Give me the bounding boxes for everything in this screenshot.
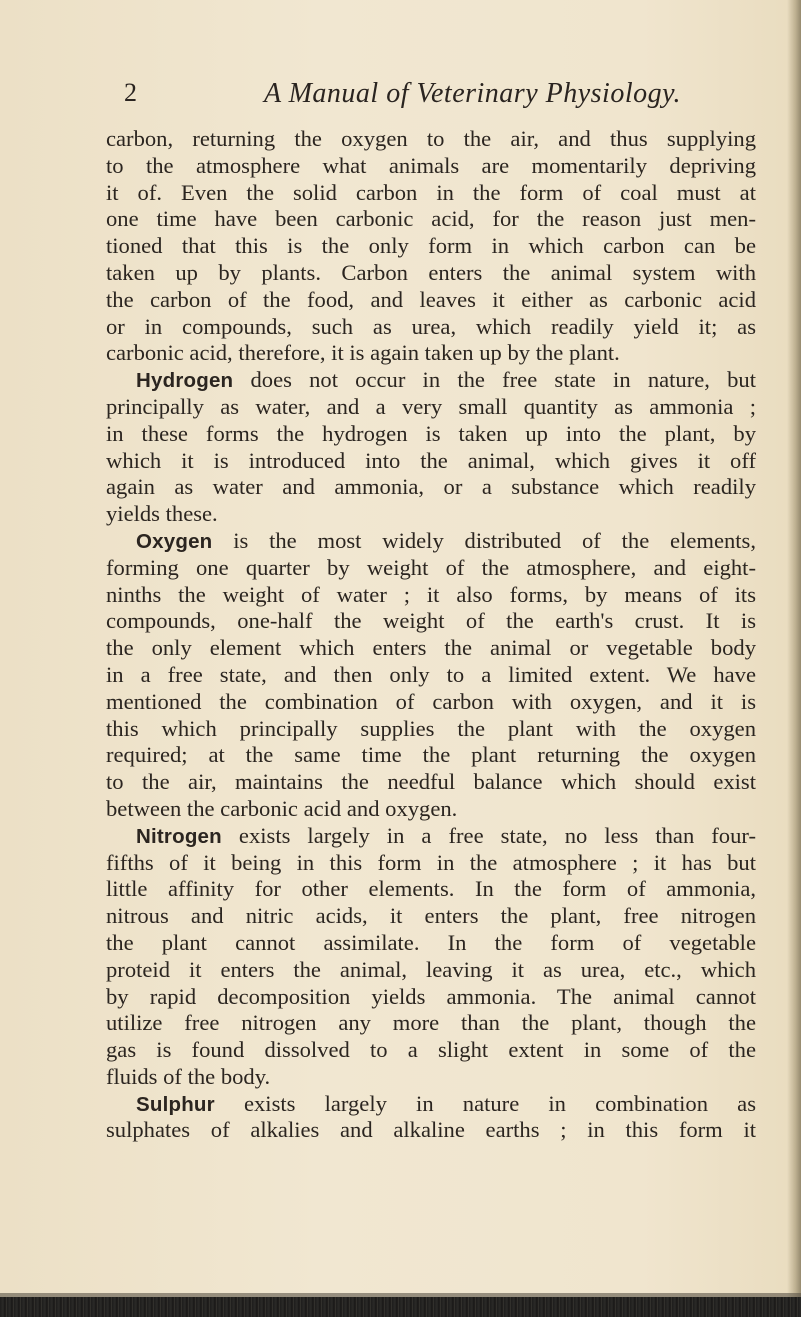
line-text: ninths the weight of water ; it also forms, by means of its bbox=[106, 581, 756, 607]
text-line bbox=[106, 474, 756, 501]
line-text: sulphates of alkalies and alkaline earths ; in this form it bbox=[106, 1117, 756, 1143]
line-text: the plant cannot assimilate. In the form of vegetable bbox=[106, 929, 756, 955]
text-line bbox=[106, 260, 756, 287]
text-line bbox=[106, 233, 756, 260]
line-text: little affinity for other elements. In the form of ammonia, bbox=[106, 876, 756, 902]
text-line bbox=[106, 340, 756, 367]
line-text: in these forms the hydrogen is taken up into the plant, by bbox=[106, 420, 756, 446]
line-text: to the air, maintains the needful balance which should exist bbox=[106, 769, 756, 795]
text-line bbox=[106, 394, 756, 421]
element-term: Nitrogen bbox=[136, 824, 222, 848]
line-text: does not occur in the free state in nature, but bbox=[233, 367, 756, 393]
page-header bbox=[124, 78, 744, 118]
text-line bbox=[106, 421, 756, 448]
text-line bbox=[106, 635, 756, 662]
text-line bbox=[106, 314, 756, 341]
text-line bbox=[106, 769, 756, 796]
text-line bbox=[106, 903, 756, 930]
line-text: or in compounds, such as urea, which readily yield it; as bbox=[106, 313, 756, 339]
page-number: 2 bbox=[124, 78, 137, 107]
line-text: this which principally supplies the plant with the oxygen bbox=[106, 715, 756, 741]
element-term: Oxygen bbox=[136, 529, 213, 553]
paragraph-start-line bbox=[106, 367, 756, 394]
line-text: forming one quarter by weight of the atmosphere, and eight- bbox=[106, 554, 756, 580]
line-text: principally as water, and a very small quantity as ammonia ; bbox=[106, 393, 756, 419]
line-text: fifths of it being in this form in the atmosphere ; it has but bbox=[106, 849, 756, 875]
line-text: in a free state, and then only to a limited extent. We have bbox=[106, 661, 756, 687]
line-text: proteid it enters the animal, leaving it as urea, etc., which bbox=[106, 956, 756, 982]
text-line bbox=[106, 796, 756, 823]
line-text: between the carbonic acid and oxygen. bbox=[106, 795, 458, 821]
text-line bbox=[106, 662, 756, 689]
text-line bbox=[106, 930, 756, 957]
text-line bbox=[106, 876, 756, 903]
line-text: gas is found dissolved to a slight extent in some of the bbox=[106, 1037, 756, 1063]
text-line bbox=[106, 850, 756, 877]
text-line bbox=[106, 689, 756, 716]
line-text: mentioned the combination of carbon with oxygen, and it is bbox=[106, 688, 756, 714]
body-text bbox=[106, 126, 756, 1144]
paragraph-start-line bbox=[106, 1091, 756, 1118]
text-line bbox=[106, 716, 756, 743]
line-text: required; at the same time the plant returning the oxygen bbox=[106, 742, 756, 768]
text-line bbox=[106, 1037, 756, 1064]
line-text: carbon, returning the oxygen to the air, and thus supplying bbox=[106, 126, 756, 151]
page-edge-shadow bbox=[787, 0, 801, 1300]
line-text: one time have been carbonic acid, for the reason just men- bbox=[106, 206, 756, 232]
text-line bbox=[106, 555, 756, 582]
line-text: nitrous and nitric acids, it enters the plant, free nitrogen bbox=[106, 903, 756, 929]
text-line bbox=[106, 287, 756, 314]
text-line bbox=[106, 742, 756, 769]
running-title: A Manual of Veterinary Physiology. bbox=[264, 78, 681, 109]
line-text: yields these. bbox=[106, 501, 218, 527]
line-text: which it is introduced into the animal, which gives it off bbox=[106, 447, 756, 473]
text-line bbox=[106, 1117, 756, 1144]
line-text: is the most widely distributed of the elements, bbox=[212, 527, 756, 553]
line-text: to the atmosphere what animals are momentarily depriving bbox=[106, 152, 756, 178]
line-text: exists largely in nature in combination as bbox=[214, 1090, 756, 1116]
text-line bbox=[106, 206, 756, 233]
paragraph-start-line bbox=[106, 528, 756, 555]
text-line bbox=[106, 957, 756, 984]
text-line bbox=[106, 608, 756, 635]
line-text: taken up by plants. Carbon enters the animal system with bbox=[106, 259, 756, 285]
line-text: carbonic acid, therefore, it is again taken up by the plant. bbox=[106, 340, 620, 366]
text-line bbox=[106, 180, 756, 207]
line-text: fluids of the body. bbox=[106, 1063, 271, 1089]
text-line bbox=[106, 153, 756, 180]
text-line bbox=[106, 126, 756, 153]
text-line bbox=[106, 448, 756, 475]
element-term: Sulphur bbox=[136, 1092, 215, 1116]
element-term: Hydrogen bbox=[136, 369, 234, 393]
line-text: the carbon of the food, and leaves it either as carbonic acid bbox=[106, 286, 756, 312]
line-text: it of. Even the solid carbon in the form of coal must at bbox=[106, 179, 756, 205]
text-line bbox=[106, 582, 756, 609]
line-text: exists largely in a free state, no less than four- bbox=[221, 822, 756, 848]
line-text: again as water and ammonia, or a substance which readily bbox=[106, 474, 756, 500]
line-text: utilize free nitrogen any more than the plant, though the bbox=[106, 1010, 756, 1036]
line-text: the only element which enters the animal or vegetable body bbox=[106, 635, 756, 661]
line-text: compounds, one-half the weight of the earth's crust. It is bbox=[106, 608, 756, 634]
text-line bbox=[106, 1010, 756, 1037]
line-text: by rapid decomposition yields ammonia. The animal cannot bbox=[106, 983, 756, 1009]
paragraph-start-line bbox=[106, 823, 756, 850]
text-line bbox=[106, 501, 756, 528]
text-line bbox=[106, 1064, 756, 1091]
scan-bottom-edge bbox=[0, 1297, 801, 1317]
text-line bbox=[106, 984, 756, 1011]
line-text: tioned that this is the only form in which carbon can be bbox=[106, 233, 756, 259]
